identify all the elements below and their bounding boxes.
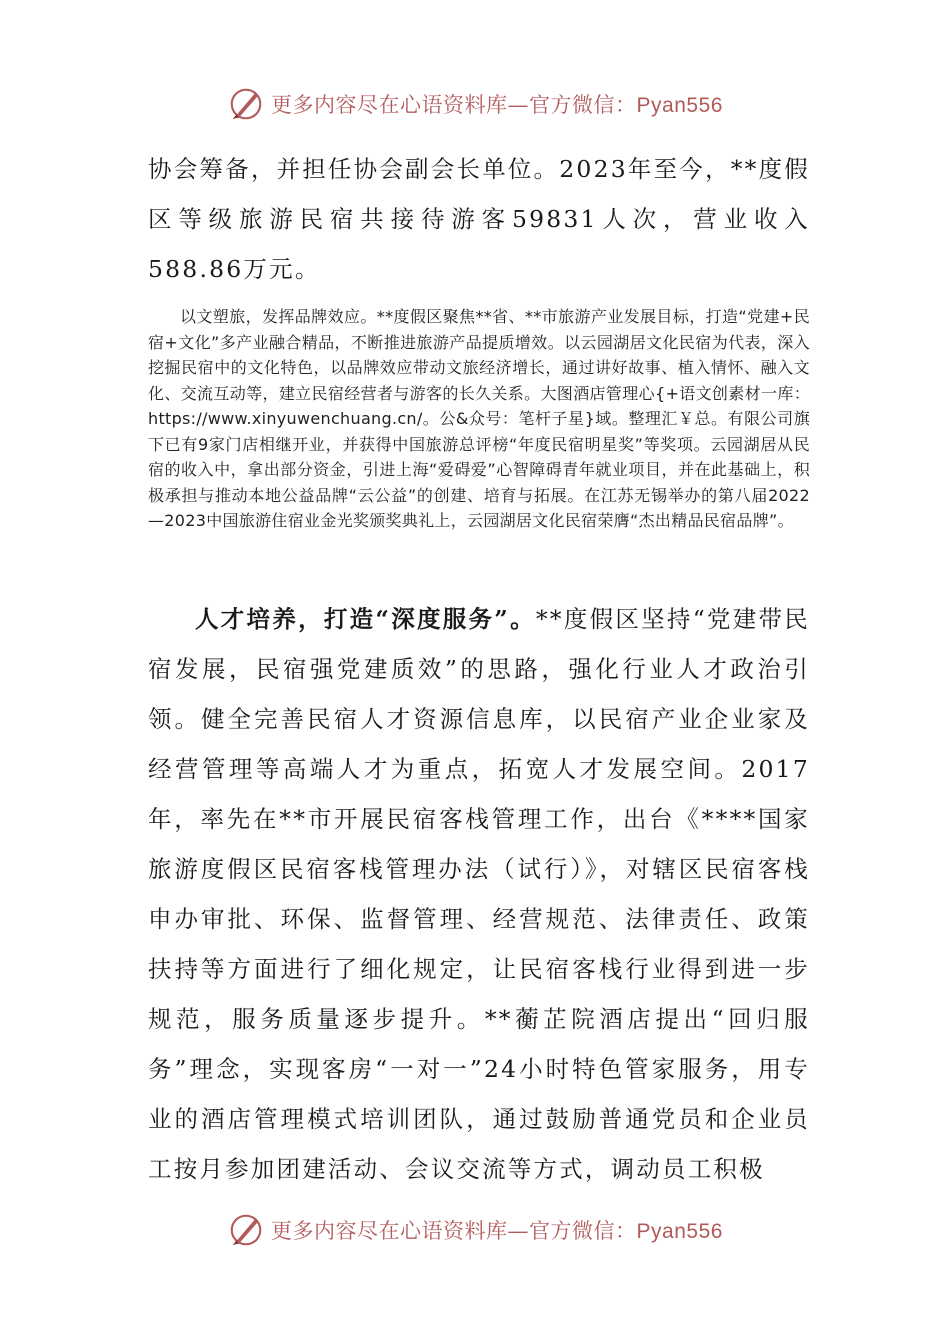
banner-label: 更多内容尽在心语资料库—官方微信：: [271, 1219, 637, 1243]
paragraph-3: [148, 594, 810, 1194]
banner-label: 更多内容尽在心语资料库—官方微信：: [271, 93, 637, 117]
paragraph-culture-tourism: [148, 304, 810, 534]
paragraph-3-lead: 人才培养，打造“深度服务”。: [195, 605, 536, 633]
banner-text: [271, 1215, 723, 1245]
footer-watermark-banner: [0, 1210, 950, 1250]
banner-text: [271, 89, 723, 119]
paragraph-2: 以文塑旅，发挥品牌效应。**度假区聚焦**省、**市旅游产业发展目标，打造“党建+民宿+文化”多产业融合精品，不断推进旅游产品提质增效。以云园湖居文化民宿为代表，深入挖掘民宿中的文化特色，以品牌效应带动文旅经济增长，通过讲好故事、植入情怀、融入文化、交流互动等，建立民宿经营者与游客的长久关系。大图酒店管理心{+语文创素材一库：https://www.xinyuwenchuang.cn/。公&众号：笔杆子星}域。整理汇￥总。有限公司旗下已有9家门店相继开业，并获得中国旅游总评榜“年度民宿明星奖”等奖项。云园湖居从民宿的收入中，拿出部分资金，引进上海“爱碍爱”心智障碍青年就业项目，并在此基础上，积极承担与推动本地公益品牌“云公益”的创建、培育与拓展。在江苏无锡举办的第八届2022—2023中国旅游住宿业金光奖颁奖典礼上，云园湖居文化民宿荣膺“杰出精品民宿品牌”。: [148, 307, 810, 530]
banner-wechat-id: Pyan556: [636, 1220, 723, 1243]
quill-pen-logo-icon: [227, 85, 265, 123]
quill-pen-logo-icon: [227, 1211, 265, 1249]
header-watermark-banner: [0, 84, 950, 124]
banner-wechat-id: Pyan556: [636, 94, 723, 117]
paragraph-3-body: **度假区坚持“党建带民宿发展，民宿强党建质效”的思路，强化行业人才政治引领。健全完善民宿人才资源信息库，以民宿产业企业家及经营管理等高端人才为重点，拓宽人才发展空间。2017年，率先在**市开展民宿客栈管理工作，出台《****国家旅游度假区民宿客栈管理办法（试行）》，对辖区民宿客栈申办审批、环保、监督管理、经营规范、法律责任、政策扶持等方面进行了细化规定，让民宿客栈行业得到进一步规范，服务质量逐步提升。**蘅芷院酒店提出“回归服务”理念，实现客房“一对一”24小时特色管家服务，用专业的酒店管理模式培训团队，通过鼓励普通党员和企业员工按月参加团建活动、会议交流等方式，调动员工积极: [148, 605, 810, 1183]
paragraph-1: 协会筹备，并担任协会副会长单位。2023年至今，**度假区等级旅游民宿共接待游客59831人次，营业收入588.86万元。: [148, 155, 810, 283]
paragraph-talent-training: [148, 594, 810, 1194]
paragraph-continuation: [148, 144, 810, 294]
